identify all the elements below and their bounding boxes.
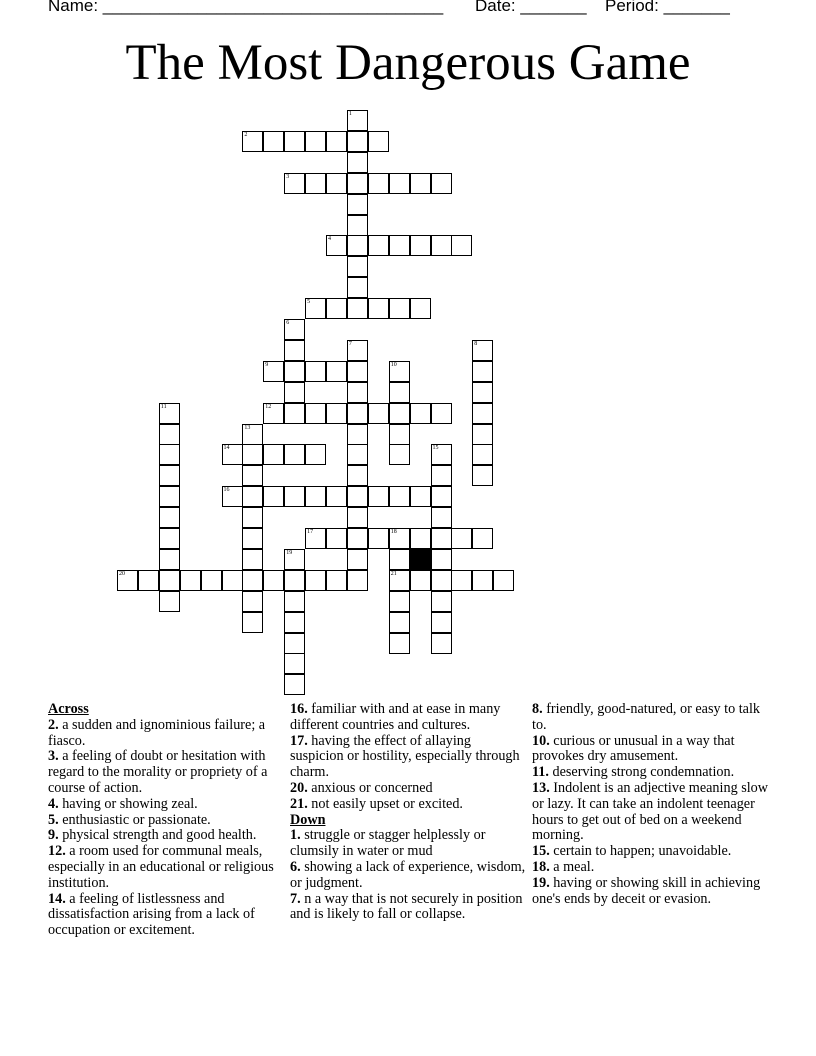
- grid-cell[interactable]: [410, 528, 431, 549]
- grid-cell[interactable]: [347, 444, 368, 465]
- grid-cell[interactable]: [410, 403, 431, 424]
- clue-down-9: [532, 876, 768, 908]
- grid-cell[interactable]: [347, 131, 368, 152]
- grid-cell[interactable]: [305, 486, 326, 507]
- clue-down-1: [290, 860, 526, 892]
- grid-cell[interactable]: [222, 570, 243, 591]
- date-field[interactable]: Date: _______: [475, 0, 587, 15]
- cell-number: 4: [328, 236, 331, 243]
- grid-cell[interactable]: [284, 674, 305, 695]
- grid-cell[interactable]: [431, 612, 452, 633]
- grid-cell[interactable]: [368, 403, 389, 424]
- clue-number: 10.: [532, 732, 550, 749]
- grid-cell[interactable]: [368, 298, 389, 319]
- clue-number: 14.: [48, 890, 66, 907]
- grid-cell[interactable]: [347, 382, 368, 403]
- cell-number: 1: [348, 111, 352, 117]
- cell-number: 9: [265, 361, 269, 368]
- grid-cell[interactable]: [431, 465, 452, 486]
- clue-text: a feeling of listlessness and dissatisfaction arising from a lack of occupation or excitement.: [48, 890, 255, 939]
- grid-cell[interactable]: [472, 444, 493, 465]
- grid-cell[interactable]: [389, 298, 410, 319]
- clue-number: 20.: [290, 779, 308, 796]
- grid-cell[interactable]: [284, 131, 305, 152]
- grid-cell[interactable]: [242, 131, 263, 152]
- grid-cell[interactable]: [159, 528, 180, 549]
- clues-column-1: [48, 702, 284, 939]
- grid-cell[interactable]: [347, 465, 368, 486]
- grid-cell[interactable]: [389, 486, 410, 507]
- filled-square: [410, 549, 431, 570]
- grid-cell[interactable]: [159, 570, 180, 591]
- grid-cell[interactable]: [347, 507, 368, 528]
- clue-number: 9.: [48, 827, 59, 844]
- grid-cell[interactable]: [242, 507, 263, 528]
- clues-column-3: [532, 702, 768, 907]
- period-field[interactable]: Period: _______: [605, 0, 730, 15]
- grid-cell[interactable]: [368, 486, 389, 507]
- grid-cell[interactable]: [389, 633, 410, 654]
- grid-cell[interactable]: [347, 528, 368, 549]
- clue-across-7: [290, 702, 526, 734]
- grid-cell[interactable]: [284, 319, 305, 340]
- grid-cell[interactable]: [389, 424, 410, 445]
- grid-cell[interactable]: [305, 298, 326, 319]
- cell-number: 11: [160, 403, 167, 410]
- clue-across-3: [48, 813, 284, 829]
- clue-down-0: [290, 828, 526, 860]
- grid-cell[interactable]: [284, 633, 305, 654]
- grid-cell[interactable]: [305, 528, 326, 549]
- clue-number: 4.: [48, 795, 59, 812]
- clue-number: 2.: [48, 716, 59, 733]
- clue-number: 7.: [290, 890, 301, 907]
- cell-number: 5: [307, 299, 311, 306]
- clue-text: n a way that is not securely in position and is likely to fall or collapse.: [290, 890, 523, 923]
- clue-text: struggle or stagger helplessly or clumsily in water or mud: [290, 827, 486, 860]
- grid-cell[interactable]: [347, 215, 368, 236]
- clue-text: having the effect of allaying suspicion or hostility, especially through charm.: [290, 732, 520, 781]
- down-heading: Down: [290, 811, 326, 828]
- grid-cell[interactable]: [347, 194, 368, 215]
- grid-cell[interactable]: [159, 486, 180, 507]
- cell-number: 19: [286, 549, 293, 556]
- grid-cell[interactable]: [284, 444, 305, 465]
- grid-cell[interactable]: [368, 235, 389, 256]
- grid-cell[interactable]: [159, 465, 180, 486]
- grid-cell[interactable]: [347, 361, 368, 382]
- clue-text: anxious or concerned: [307, 779, 433, 796]
- grid-cell[interactable]: [263, 486, 284, 507]
- clue-across-9: [290, 781, 526, 797]
- grid-cell[interactable]: [347, 256, 368, 277]
- cell-number: 14: [223, 445, 230, 452]
- clue-text: familiar with and at ease in many different countries and cultures.: [290, 701, 501, 733]
- grid-cell[interactable]: [284, 173, 305, 194]
- grid-cell[interactable]: [242, 424, 263, 445]
- clue-text: having or showing skill in achieving one's ends by deceit or evasion.: [532, 874, 761, 907]
- grid-cell[interactable]: [242, 465, 263, 486]
- grid-cell[interactable]: [159, 507, 180, 528]
- clue-down-6: [532, 781, 768, 844]
- grid-cell[interactable]: [305, 570, 326, 591]
- grid-cell[interactable]: [431, 633, 452, 654]
- grid-cell[interactable]: [284, 549, 305, 570]
- cell-number: 3: [286, 173, 290, 180]
- grid-cell[interactable]: [242, 570, 263, 591]
- clue-number: 11.: [532, 764, 549, 781]
- clue-text: a meal.: [549, 858, 595, 875]
- cell-number: 17: [307, 529, 314, 535]
- grid-cell[interactable]: [472, 361, 493, 382]
- clue-across-2: [48, 797, 284, 813]
- grid-cell[interactable]: [284, 653, 305, 674]
- clue-text: showing a lack of experience, wisdom, or judgment.: [290, 858, 526, 891]
- grid-cell[interactable]: [472, 340, 493, 361]
- grid-cell[interactable]: [284, 361, 305, 382]
- cell-number: 10: [390, 361, 397, 368]
- grid-cell[interactable]: [242, 591, 263, 612]
- clue-across-5: [48, 844, 284, 891]
- name-field[interactable]: Name: ____________________________________: [48, 0, 444, 15]
- grid-cell[interactable]: [222, 486, 243, 507]
- grid-cell[interactable]: [431, 591, 452, 612]
- cell-number: 6: [286, 320, 290, 326]
- grid-cell[interactable]: [389, 591, 410, 612]
- grid-cell[interactable]: [347, 549, 368, 570]
- clue-text: a room used for communal meals, especially in an educational or religious institution.: [48, 843, 274, 891]
- grid-cell[interactable]: [410, 173, 431, 194]
- grid-cell[interactable]: [410, 298, 431, 319]
- grid-cell[interactable]: [347, 340, 368, 361]
- grid-cell[interactable]: [326, 173, 347, 194]
- grid-cell[interactable]: [284, 612, 305, 633]
- grid-cell[interactable]: [347, 486, 368, 507]
- cell-number: 15: [432, 445, 439, 452]
- grid-cell[interactable]: [389, 235, 410, 256]
- cell-number: 12: [265, 403, 272, 410]
- clue-text: a feeling of doubt or hesitation with regard to the morality or propriety of a course of action.: [48, 748, 268, 796]
- clue-down-7: [532, 844, 768, 860]
- grid-cell[interactable]: [326, 298, 347, 319]
- grid-cell[interactable]: [410, 570, 431, 591]
- clue-text: deserving strong condemnation.: [548, 764, 735, 781]
- across-clue-list: [48, 718, 284, 939]
- grid-cell[interactable]: [431, 549, 452, 570]
- grid-cell[interactable]: [326, 528, 347, 549]
- grid-cell[interactable]: [222, 444, 243, 465]
- grid-cell[interactable]: [201, 570, 222, 591]
- clue-text: physical strength and good health.: [58, 827, 257, 844]
- grid-cell[interactable]: [347, 235, 368, 256]
- grid-cell[interactable]: [138, 570, 159, 591]
- clue-number: 3.: [48, 748, 59, 765]
- grid-cell[interactable]: [431, 173, 452, 194]
- grid-cell[interactable]: [263, 131, 284, 152]
- down-clue-list: [290, 828, 526, 923]
- clue-number: 16.: [290, 701, 308, 717]
- clue-across-6: [48, 892, 284, 939]
- cell-number: 13: [244, 424, 251, 431]
- grid-cell[interactable]: [284, 486, 305, 507]
- cell-number: 7: [348, 340, 352, 347]
- grid-cell[interactable]: [472, 570, 493, 591]
- grid-cell[interactable]: [159, 403, 180, 424]
- cell-number: 2: [244, 131, 248, 138]
- grid-cell[interactable]: [180, 570, 201, 591]
- grid-cell[interactable]: [284, 591, 305, 612]
- grid-cell[interactable]: [326, 570, 347, 591]
- grid-cell[interactable]: [389, 403, 410, 424]
- cell-number: 8: [474, 340, 478, 347]
- clue-number: 13.: [532, 779, 550, 796]
- grid-cell[interactable]: [326, 486, 347, 507]
- grid-cell[interactable]: [242, 444, 263, 465]
- grid-cell[interactable]: [472, 403, 493, 424]
- clue-text: enthusiastic or passionate.: [58, 811, 211, 828]
- grid-cell[interactable]: [305, 173, 326, 194]
- grid-cell[interactable]: [368, 528, 389, 549]
- grid-cell[interactable]: [284, 340, 305, 361]
- clue-down-5: [532, 765, 768, 781]
- cell-number: 16: [223, 487, 230, 494]
- grid-cell[interactable]: [263, 444, 284, 465]
- grid-cell[interactable]: [242, 612, 263, 633]
- clue-text: a sudden and ignominious failure; a fiasco.: [48, 716, 266, 749]
- grid-cell[interactable]: [472, 382, 493, 403]
- grid-cell[interactable]: [159, 444, 180, 465]
- grid-cell[interactable]: [326, 361, 347, 382]
- clue-number: 12.: [48, 843, 66, 860]
- grid-cell[interactable]: [472, 465, 493, 486]
- grid-cell[interactable]: [451, 528, 472, 549]
- grid-cell[interactable]: [431, 528, 452, 549]
- grid-cell[interactable]: [431, 403, 452, 424]
- grid-cell[interactable]: [305, 361, 326, 382]
- clue-text: having or showing zeal.: [58, 795, 198, 812]
- grid-cell[interactable]: [410, 235, 431, 256]
- grid-cell[interactable]: [389, 444, 410, 465]
- down-clue-list-continued: [532, 702, 768, 907]
- grid-cell[interactable]: [326, 403, 347, 424]
- clue-down-8: [532, 860, 768, 876]
- grid-cell[interactable]: [493, 570, 514, 591]
- clue-text: not easily upset or excited.: [307, 795, 463, 812]
- grid-cell[interactable]: [347, 277, 368, 298]
- grid-cell[interactable]: [263, 361, 284, 382]
- clue-down-2: [290, 892, 526, 924]
- grid-cell[interactable]: [159, 549, 180, 570]
- clue-down-3: [532, 702, 768, 734]
- grid-cell[interactable]: [242, 486, 263, 507]
- grid-cell[interactable]: [451, 235, 472, 256]
- clue-number: 19.: [532, 874, 550, 891]
- grid-cell[interactable]: [284, 403, 305, 424]
- clue-across-8: [290, 734, 526, 781]
- cell-number: 21: [390, 570, 397, 577]
- grid-cell[interactable]: [347, 298, 368, 319]
- grid-cell[interactable]: [389, 570, 410, 591]
- grid-cell[interactable]: [284, 382, 305, 403]
- grid-cell[interactable]: [326, 235, 347, 256]
- cell-number: 18: [390, 529, 397, 535]
- grid-cell[interactable]: [305, 131, 326, 152]
- grid-cell[interactable]: [263, 403, 284, 424]
- clue-number: 5.: [48, 811, 59, 828]
- grid-cell[interactable]: [305, 444, 326, 465]
- grid-cell[interactable]: [347, 152, 368, 173]
- clue-text: Indolent is an adjective meaning slow or lazy. It can take an indolent teenager hours to get out of bed on a weekend morning.: [532, 779, 769, 844]
- clue-number: 18.: [532, 858, 550, 875]
- grid-cell[interactable]: [389, 528, 410, 549]
- clue-across-0: [48, 718, 284, 750]
- grid-cell[interactable]: [431, 507, 452, 528]
- grid-cell[interactable]: [389, 382, 410, 403]
- clue-number: 17.: [290, 732, 308, 749]
- page-title: The Most Dangerous Game: [125, 35, 691, 91]
- clue-across-1: [48, 749, 284, 796]
- clue-number: 1.: [290, 827, 301, 844]
- grid-cell[interactable]: [368, 131, 389, 152]
- grid-cell[interactable]: [431, 570, 452, 591]
- grid-cell[interactable]: [389, 173, 410, 194]
- cell-number: 20: [119, 570, 125, 577]
- clue-number: 21.: [290, 795, 308, 812]
- clues-column-2: [290, 702, 526, 923]
- grid-cell[interactable]: [368, 173, 389, 194]
- clue-number: 15.: [532, 843, 550, 860]
- grid-cell[interactable]: [347, 570, 368, 591]
- grid-cell[interactable]: [242, 528, 263, 549]
- grid-cell[interactable]: [410, 486, 431, 507]
- clue-text: curious or unusual in a way that provokes dry amusement.: [532, 732, 735, 765]
- grid-cell[interactable]: [347, 424, 368, 445]
- grid-cell[interactable]: [431, 444, 452, 465]
- across-heading: Across: [48, 701, 89, 717]
- grid-cell[interactable]: [284, 570, 305, 591]
- grid-cell[interactable]: [431, 486, 452, 507]
- grid-cell[interactable]: [117, 570, 138, 591]
- grid-cell[interactable]: [347, 173, 368, 194]
- clue-across-4: [48, 828, 284, 844]
- clue-text: friendly, good-natured, or easy to talk to.: [532, 701, 760, 733]
- clue-text: certain to happen; unavoidable.: [549, 843, 732, 860]
- grid-cell[interactable]: [451, 570, 472, 591]
- grid-cell[interactable]: [242, 549, 263, 570]
- grid-cell[interactable]: [347, 403, 368, 424]
- grid-cell[interactable]: [263, 570, 284, 591]
- grid-cell[interactable]: [326, 131, 347, 152]
- grid-cell[interactable]: [472, 424, 493, 445]
- grid-cell[interactable]: [159, 424, 180, 445]
- grid-cell[interactable]: [431, 235, 452, 256]
- clue-number: 8.: [532, 701, 543, 717]
- grid-cell[interactable]: [472, 528, 493, 549]
- clue-across-10: [290, 797, 526, 813]
- clue-down-4: [532, 734, 768, 766]
- grid-cell[interactable]: [389, 549, 410, 570]
- grid-cell[interactable]: [159, 591, 180, 612]
- grid-cell[interactable]: [305, 403, 326, 424]
- clue-number: 6.: [290, 858, 301, 875]
- grid-cell[interactable]: [347, 110, 368, 131]
- grid-cell[interactable]: [389, 361, 410, 382]
- grid-cell[interactable]: [389, 612, 410, 633]
- across-clue-list-continued: [290, 702, 526, 813]
